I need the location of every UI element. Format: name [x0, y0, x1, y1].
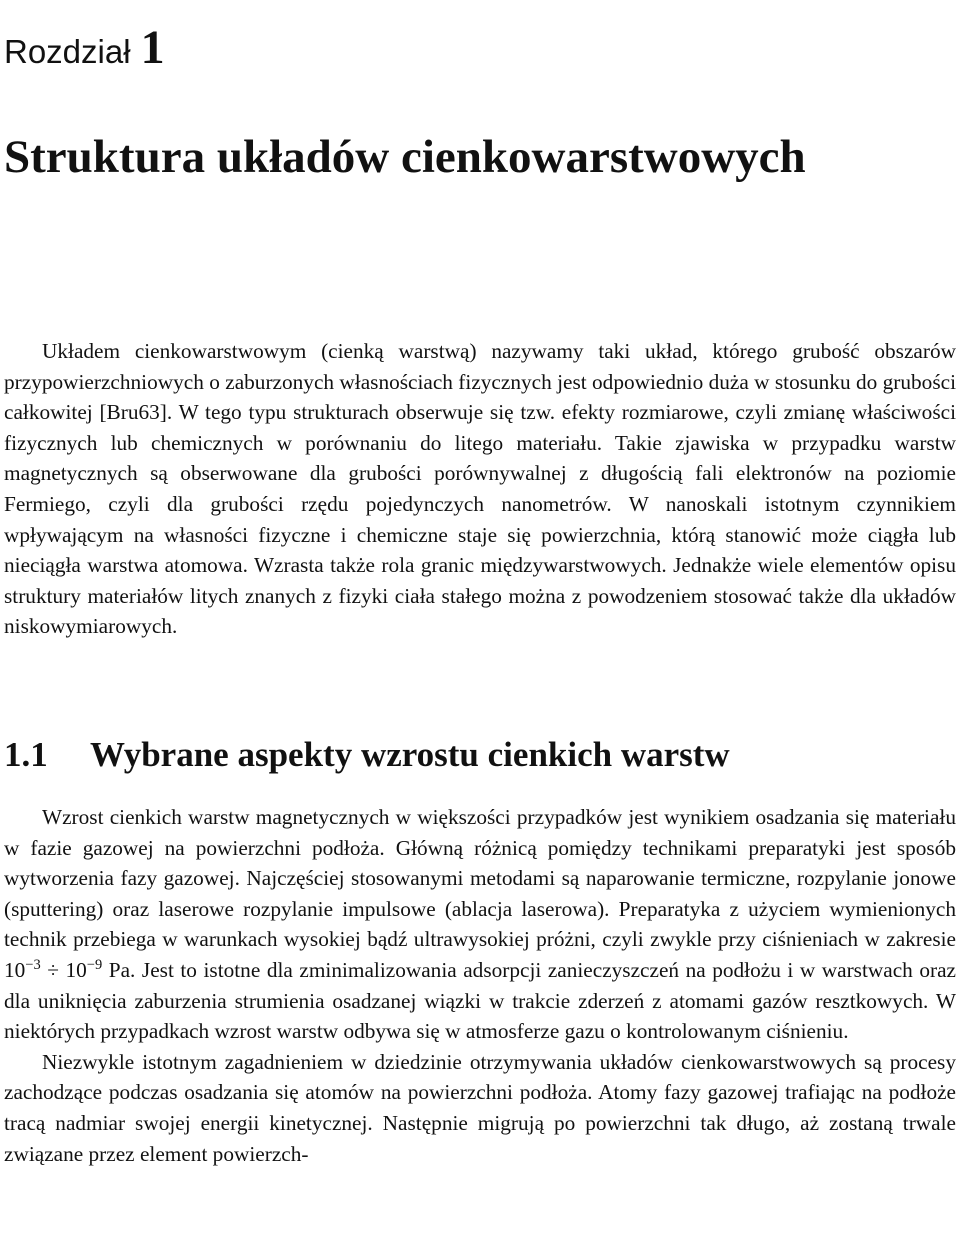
pressure-range: $10^{-3} \div 10^{-9}$ — [4, 957, 103, 982]
pressure-exponent-1: −3 — [25, 957, 41, 974]
section-paragraph-1 — [4, 802, 956, 1047]
chapter-word: Rozdział — [4, 33, 131, 70]
section-text — [4, 802, 956, 1169]
section-heading — [4, 728, 730, 782]
chapter-label — [4, 18, 165, 83]
range-symbol: ÷ — [47, 957, 59, 982]
intro-text — [4, 336, 956, 642]
chapter-title: Struktura układów cienkowarstwowych — [4, 131, 806, 183]
paragraph-1-text-after: Pa. Jest to istotne dla zminimalizowania adsorpcji zanieczyszczeń na podłożu i w warstwach oraz dla uniknięcia zaburzenia strumienia osadzanej wiązki w trakcie zderzeń z atomami gazów resztkowych. W niektórych przypadkach wzrost warstw odbywa się w atmosferze gazu o kontrolowanym ciśnieniu. — [4, 957, 957, 1044]
pressure-exponent-2: −9 — [86, 957, 103, 974]
section-paragraph-2: Niezwykle istotnym zagadnieniem w dziedzinie otrzymywania układów cienkowarstwowych są procesy zachodzące podczas osadzania się atomów na powierzchni podłoża. Atomy fazy gazowej trafiając na podłoże tracą nadmiar swojej energii kinetycznej. Następnie migrują po powierzchni tak długo, aż zostaną trwale związane przez element powierzch- — [4, 1049, 956, 1166]
paragraph-1-text-before: Wzrost cienkich warstw magnetycznych w większości przypadków jest wynikiem osadzania się materiału w fazie gazowej na powierzchni podłoża. Główną różnicą pomiędzy technikami preparatyki jest sposób wytworzenia fazy gazowej. Najczęściej stosowanymi metodami są naparowanie termiczne, rozpylanie jonowe (sputtering) oraz laserowe rozpylanie impulsowe (ablacja laserowa). Preparatyka z użyciem wymienionych technik przebiega w warunkach wysokiej bądź ultrawysokiej próżni, czyli zwykle przy ciśnieniach w zakresie — [4, 805, 956, 952]
chapter-number: 1 — [140, 21, 165, 74]
intro-paragraph: Układem cienkowarstwowym (cienką warstwą) nazywamy taki układ, którego grubość obszarów przypowierzchniowych o zaburzonych własnościach fizycznych jest odpowiednio duża w stosunku do grubości całkowitej [Bru63]. W tego typu strukturach obserwuje się tzw. efekty rozmiarowe, czyli zmianę właściwości fizycznych lub chemicznych w porównaniu do litego materiału. Takie zjawiska w przypadku warstw magnetycznych są obserwowane dla grubości porównywalnej z długością fali elektronów na poziomie Fermiego, czyli dla grubości rzędu pojedynczych nanometrów. W nanoskali istotnym czynnikiem wpływającym na własności fizyczne i chemiczne staje się powierzchnia, którą stanowić może ciągła lub nieciągła warstwa atomowa. Wzrasta także rola granic międzywarstwowych. Jednakże wiele elementów opisu struktury materiałów litych znanych z fizyki ciała stałego można z powodzeniem stosować także dla układów niskowymiarowych. — [4, 339, 956, 639]
section-number: 1.1 — [4, 735, 48, 774]
section-title: Wybrane aspekty wzrostu cienkich warstw — [90, 735, 730, 774]
